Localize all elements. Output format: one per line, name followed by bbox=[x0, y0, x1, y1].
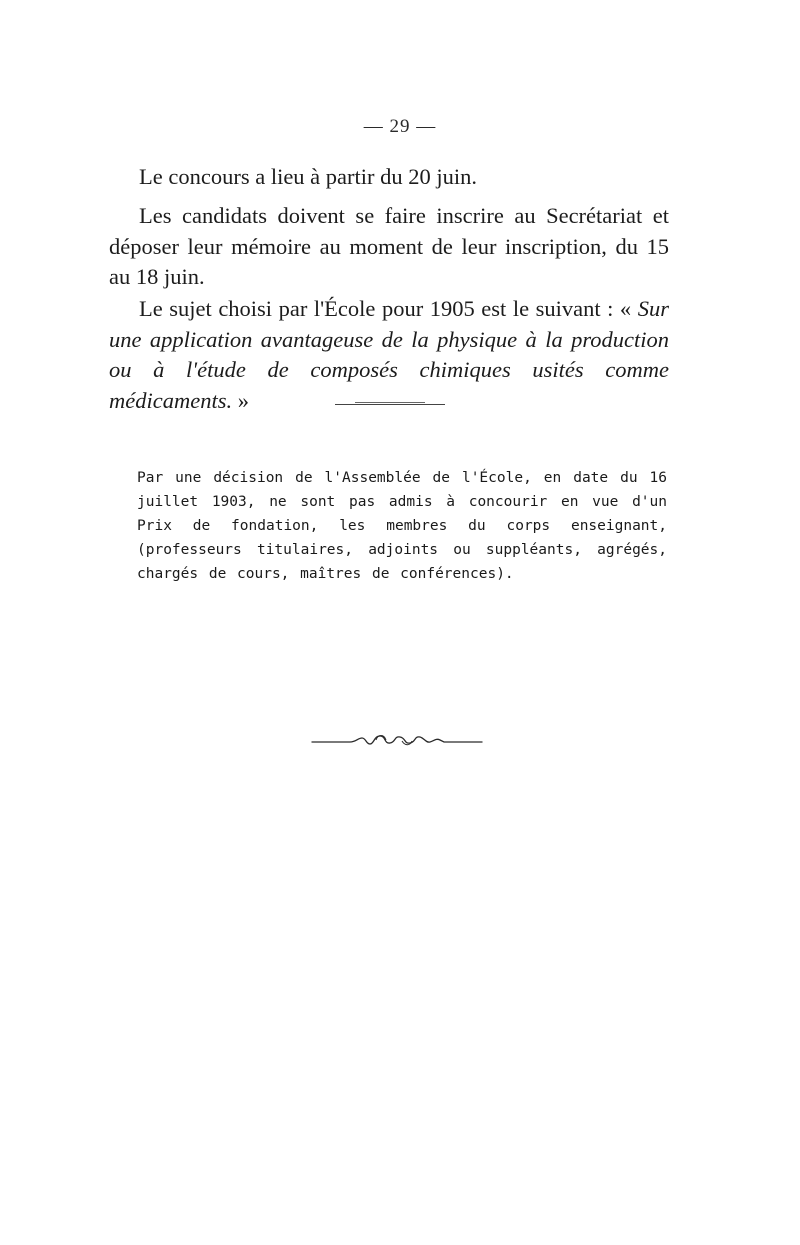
notice-block bbox=[137, 466, 667, 586]
tail-piece-ornament bbox=[310, 728, 484, 752]
paragraph-text: Le concours a lieu à partir du 20 juin. bbox=[139, 164, 478, 189]
section-separator-rule bbox=[335, 404, 445, 405]
subject-close: » bbox=[232, 387, 249, 413]
notice-text: Par une décision de l'Assemblée de l'École, en date du 16 juillet 1903, ne sont pas admis à concourir en vue d'un Prix de fondation, les membres du corps enseignant, (professeurs titulaires, adjoints ou suppléants, agrégés, chargés de cours, maîtres de conférences). bbox=[137, 470, 667, 582]
subject-intro: Le sujet choisi par l'École pour 1905 est le suivant : « bbox=[139, 296, 638, 321]
page-number: — 29 — bbox=[363, 116, 437, 137]
paragraph-subject bbox=[109, 294, 669, 416]
paragraph-text: Les candidats doivent se faire inscrire au Secrétariat et déposer leur mémoire au moment de leur inscription, du 15 au 18 juin. bbox=[109, 203, 669, 289]
paragraph-competition-date bbox=[109, 162, 669, 193]
paragraph-text bbox=[109, 294, 669, 416]
paragraph-registration bbox=[109, 201, 669, 293]
subject-title: Sur une application avantageuse de la physique à la production ou à l'étude de composés chimiques usités comme médicaments. bbox=[109, 296, 669, 413]
